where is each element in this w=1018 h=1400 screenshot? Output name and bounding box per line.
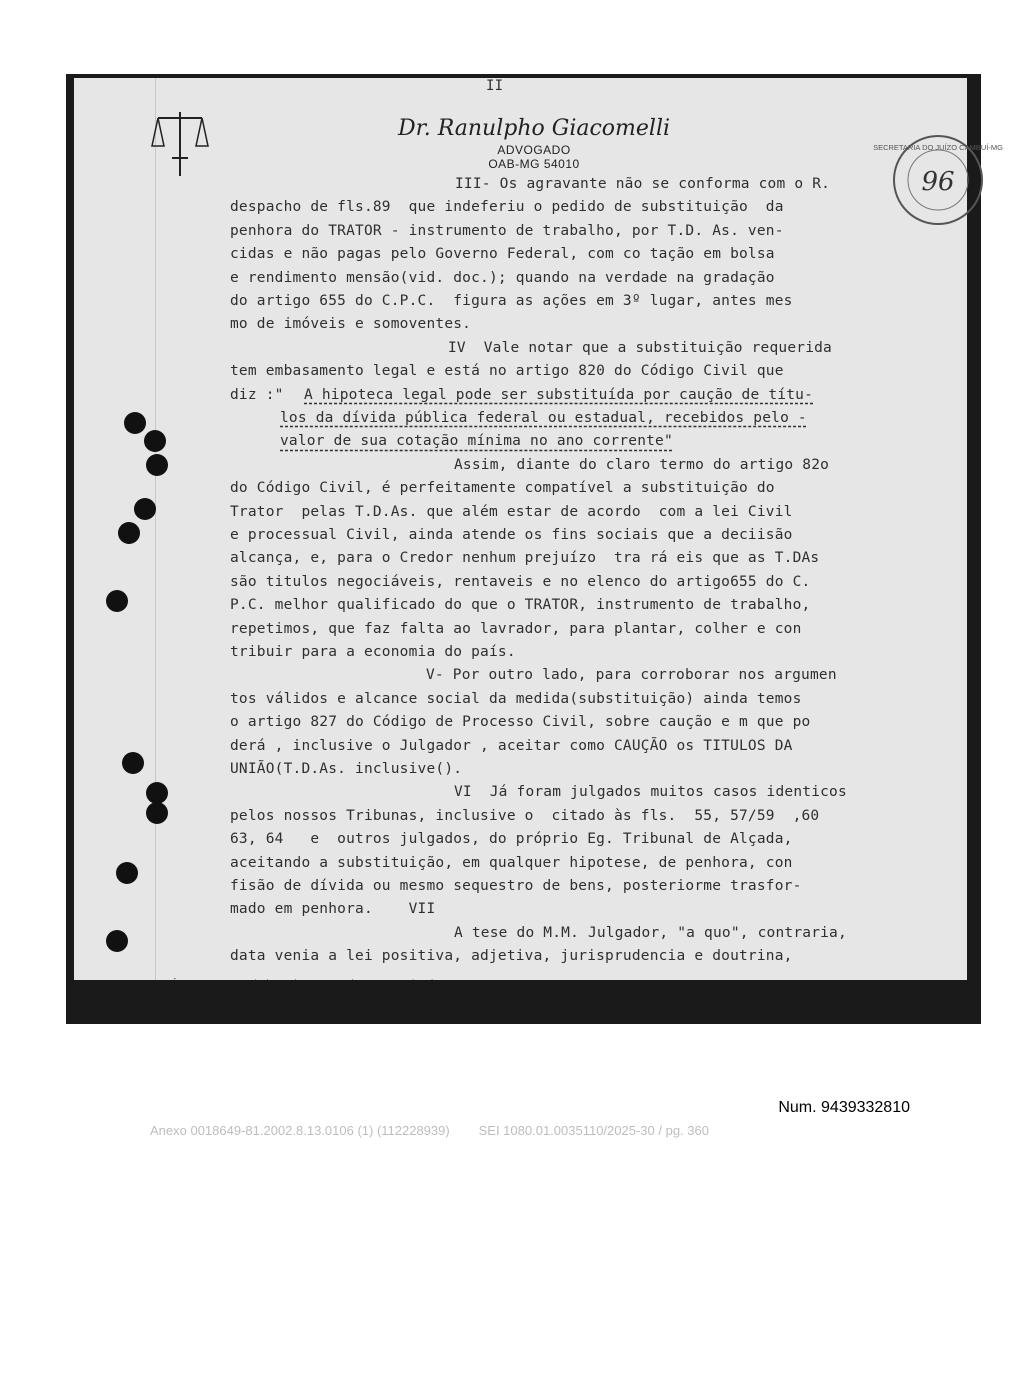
punch-hole xyxy=(134,498,156,520)
text-line: aceitando a substituição, em qualquer hipotese, de penhora, con xyxy=(230,854,793,871)
paper-sheet xyxy=(74,78,1003,1018)
punch-hole xyxy=(146,802,168,824)
text-line: tribuir para a economia do país. xyxy=(230,644,516,660)
text-line: alcança, e, para o Credor nenhum prejuízo tra rá eis que as T.DAs xyxy=(230,550,820,567)
text-line: P.C. melhor qualificado do que o TRATOR, instrumento de trabalho, xyxy=(230,597,811,614)
page-marker: II xyxy=(486,78,504,94)
text-line: cidas e não pagas pelo Governo Federal, com co tação em bolsa xyxy=(230,246,775,263)
text-line: e rendimento mensão(vid. doc.); quando na verdade na gradação xyxy=(230,269,775,286)
text-line: UNIÃO(T.D.As. inclusive(). xyxy=(230,761,463,777)
punch-hole xyxy=(106,930,128,952)
punch-hole xyxy=(122,752,144,774)
attorney-role: ADVOGADO xyxy=(497,143,571,157)
text-line: mado em penhora. VII xyxy=(230,901,436,918)
quoted-line: los da dívida pública federal ou estadual, recebidos pelo - xyxy=(280,410,807,426)
text-line: data venia a lei positiva, adjetiva, jurisprudencia e doutrina, xyxy=(230,948,793,965)
text-line: 63, 64 e outros julgados, do próprio Eg. Tribunal de Alçada, xyxy=(230,831,793,848)
text-line: VI Já foram julgados muitos casos identicos xyxy=(454,784,847,801)
punch-hole xyxy=(144,430,166,452)
margin-line xyxy=(155,78,156,1018)
text-line: pelos nossos Tribunas, inclusive o citado às fls. 55, 57/59 ,60 xyxy=(230,807,820,824)
punch-hole xyxy=(124,412,146,434)
document-number: Num. 9439332810 xyxy=(778,1099,910,1116)
court-stamp xyxy=(873,132,1003,228)
text-line: despacho de fls.89 que indeferiu o pedido de substituição da xyxy=(230,199,784,216)
punch-hole xyxy=(146,454,168,476)
text-line: Trator pelas T.D.As. que além estar de acordo com a lei Civil xyxy=(230,503,793,520)
text-line: IV Vale notar que a substituição requerida xyxy=(448,339,832,356)
text-line: mo de imóveis e somoventes. xyxy=(230,316,472,333)
text-line: fisão de dívida ou mesmo sequestro de bens, posteriorme trasfor- xyxy=(230,878,802,894)
punch-hole xyxy=(146,782,168,804)
text-line: o artigo 827 do Código de Processo Civil, sobre caução e m que po xyxy=(230,714,811,731)
attorney-name: Dr. Ranulpho Giacomelli xyxy=(397,116,671,141)
punch-hole xyxy=(118,522,140,544)
text-line: e processual Civil, ainda atende os fins sociais que a deciisão xyxy=(230,527,793,543)
letterhead xyxy=(374,116,694,171)
stamp-page-number: 96 xyxy=(921,167,955,197)
text-line: penhora do TRATOR - instrumento de trabalho, por T.D. As. ven- xyxy=(230,222,784,239)
quoted-line: valor de sua cotação mínima no ano corrente" xyxy=(280,433,673,450)
text-line: A tese do M.M. Julgador, "a quo", contraria, xyxy=(454,924,847,941)
stamp-ring-text: SECRETARIA DO JUÍZO CAMBUÍ-MG xyxy=(873,143,1003,152)
text-line: repetimos, que faz falta ao lavrador, para plantar, colher e con xyxy=(230,620,802,637)
scanned-page xyxy=(66,74,1003,1024)
text-line: derá , inclusive o Julgador , aceitar como CAUÇÃO os TITULOS DA xyxy=(230,737,793,754)
text-line: do Código Civil, é perfeitamente compatível a substituição do xyxy=(230,480,775,497)
attorney-registration: OAB-MG 54010 xyxy=(488,157,580,171)
annex-line: Anexo 0018649-81.2002.8.13.0106 (1) (112228939) SEI 1080.01.0035110/2025-30 / pg. 360 xyxy=(150,1123,709,1138)
text-line: Assim, diante do claro termo do artigo 82o xyxy=(454,456,830,473)
quoted-line: A hipoteca legal pode ser substituída por caução de títu- xyxy=(304,386,813,403)
text-line: do artigo 655 do C.P.C. figura as ações em 3º lugar, antes mes xyxy=(230,293,793,309)
text-line: diz :" xyxy=(230,386,284,403)
text-line: são titulos negociáveis, rentaveis e no elenco do artigo655 do C. xyxy=(230,573,811,590)
punch-hole xyxy=(116,862,138,884)
text-line: V- Por outro lado, para corroborar nos argumen xyxy=(426,667,837,684)
scan-bottom-edge xyxy=(66,980,981,1024)
scales-of-justice-logo xyxy=(148,106,212,178)
text-line: tem embasamento legal e está no artigo 820 do Código Civil que xyxy=(230,363,784,380)
text-line: tos válidos e alcance social da medida(substituição) ainda temos xyxy=(230,690,802,707)
text-line: III- Os agravante não se conforma com o R. xyxy=(455,176,831,192)
punch-hole xyxy=(106,590,128,612)
